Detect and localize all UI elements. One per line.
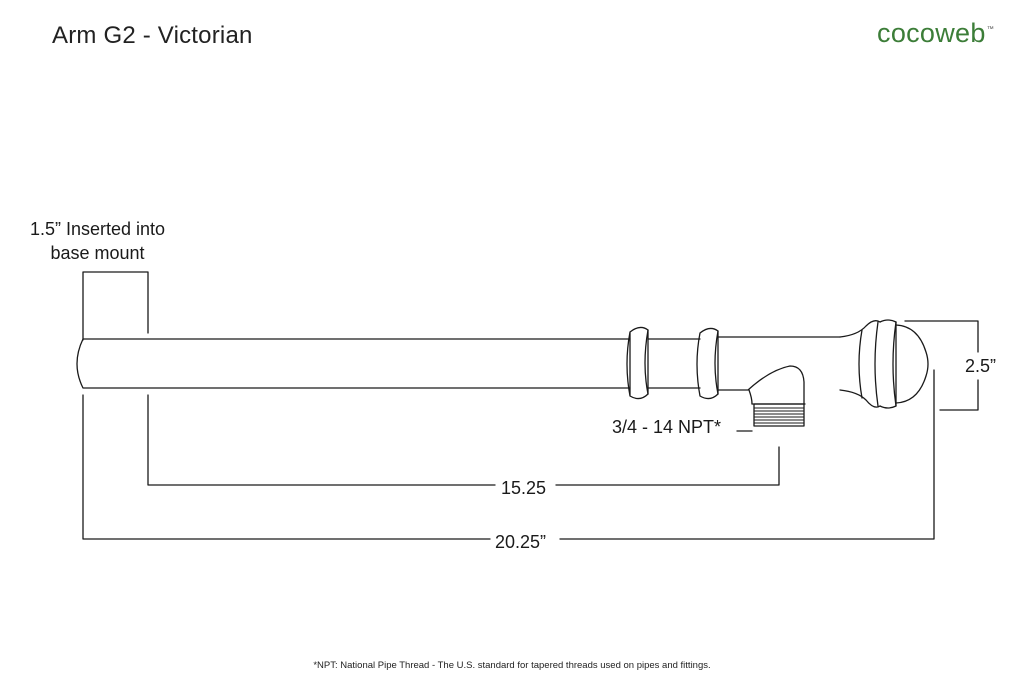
inner-length-dimension: 15.25 (501, 478, 547, 498)
diagram-title: Arm G2 - Victorian (52, 22, 253, 49)
victorian-neck (840, 321, 880, 407)
insert-depth-label-line2: base mount (50, 243, 145, 263)
total-dim-line (83, 370, 934, 539)
brand-name: cocoweb (877, 18, 986, 48)
tee-body-bottom (718, 366, 804, 404)
tee-outlet-left (749, 390, 752, 404)
height-dimension: 2.5” (965, 356, 997, 376)
coupling-body (648, 339, 700, 388)
footnote: *NPT: National Pipe Thread - The U.S. standard for tapered threads used on pipes and fittings. (313, 660, 711, 671)
insert-guide (83, 272, 148, 340)
end-cap-dome (896, 325, 928, 403)
victorian-knuckle (859, 322, 878, 406)
main-pipe (77, 339, 630, 388)
inner-dim-line (148, 395, 779, 485)
insert-depth-label-line1: 1.5” Inserted into (29, 219, 166, 239)
trademark-mark: ™ (986, 26, 994, 33)
thread-spec-label: 3/4 - 14 NPT* (612, 417, 722, 437)
thread-lines (754, 408, 804, 423)
total-length-dimension: 20.25” (495, 532, 547, 552)
